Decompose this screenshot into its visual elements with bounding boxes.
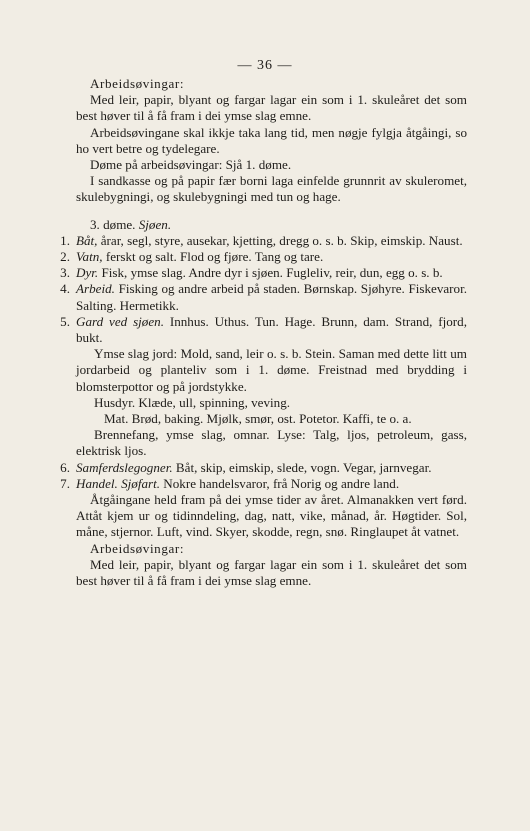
sub-paragraph: Mat. Brød, baking. Mjølk, smør, ost. Potetor. Kaffi, te o. a. [104,411,412,427]
sub-paragraph: Brennefang, ymse slag, omnar. Lyse: Talg, ljos, petroleum, gass, elektrisk ljos. [76,427,467,459]
list-body [76,265,467,281]
list-title: Gard ved sjøen. [76,313,164,329]
list-number: 7. [60,475,70,491]
list-text: Nokre handelsvaror, frå Norig og andre land. [160,475,400,491]
list-body [76,476,467,492]
list-number: 2. [60,249,70,265]
list-text: Fisking og andre arbeid på staden. Børnskap. Sjøhyre. Fiskevaror. Salting. Hermetikk. [76,281,467,313]
page-text [60,76,467,589]
list-number: 5. [60,313,70,329]
example-heading [76,217,467,233]
section-heading: Arbeidsøvingar: [90,540,185,556]
list-text: årar, segl, styre, ausekar, kjetting, dregg o. s. b. Skip, eimskip. Naust. [97,232,463,248]
list-text: Båt, skip, eimskip, slede, vogn. Vegar, jarnvegar. [172,459,432,475]
section-heading: Arbeidsøvingar: [90,76,185,91]
list-body [76,281,467,313]
list-title: Vatn, [76,249,103,265]
paragraph: Med leir, papir, blyant og fargar lagar ein som i 1. skuleåret det som best høver til å få fram i dei ymse slag emne. [76,92,467,124]
list-text: Innhus. Uthus. Tun. Hage. Brunn, dam. Strand, fjord, bukt. [76,313,467,346]
list-body [76,233,467,249]
paragraph: I sandkasse og på papir fær borni laga einfelde grunnrit av skuleromet, skulebygningi, og skulebygningi med tun og hage. [76,173,467,205]
list-item [60,232,467,249]
list-item [60,265,467,281]
list-number: 1. [60,232,70,248]
list-number: 3. [60,265,70,281]
list-number: 6. [60,459,70,475]
list-title: Dyr. [76,265,99,281]
list-item [60,475,467,492]
list-title: Arbeid. [76,281,115,297]
sub-paragraph: Husdyr. Klæde, ull, spinning, veving. [94,394,291,410]
list-title: Samferdslegogner. [76,459,173,475]
list-text: ferskt og salt. Flod og fjøre. Tang og tare. [102,249,324,265]
list-title: Båt, [76,232,98,248]
paragraph: Døme på arbeidsøvingar: Sjå 1. døme. [90,157,292,173]
paragraph: Arbeidsøvingane skal ikkje taka lang tid, men nøgje fylgja åtgåingi, so ho vert betre og tydelegare. [76,124,467,156]
sub-paragraph: Ymse slag jord: Mold, sand, leir o. s. b. Stein. Saman med dette litt um jordarbeid og planteliv som i 1. døme. Freistnad med brydding i blomsterpottor og på jordstykke. [76,346,467,394]
list-item [60,281,467,313]
example-number: 3. døme. [90,216,139,232]
paragraph: Med leir, papir, blyant og fargar lagar ein som i 1. skuleåret det som best høver til å få fram i dei ymse slag emne. [76,556,467,589]
list-number: 4. [60,281,70,297]
list-body [76,314,467,346]
paragraph: Åtgåingane held fram på dei ymse tider av året. Almanakken vert førd. Attåt kjem ur og tidinndeling, dag, natt, vike, månad, år. Høgtider. Sol, måne, stjernor. Luft, vind. Skyer, skodde, regn, snø. Ringlaupet åt vatnet. [76,492,467,540]
list-item [60,459,467,476]
list-title: Handel. Sjøfart. [76,475,161,491]
list-body [76,460,467,476]
spacer [76,206,467,217]
example-title: Sjøen. [138,216,172,232]
list-text: Fisk, ymse slag. Andre dyr i sjøen. Fugleliv, reir, dun, egg o. s. b. [98,265,443,281]
list-item [60,249,467,265]
list-body [76,249,467,265]
list-item [60,313,467,346]
page-number: — 36 — [237,58,293,73]
